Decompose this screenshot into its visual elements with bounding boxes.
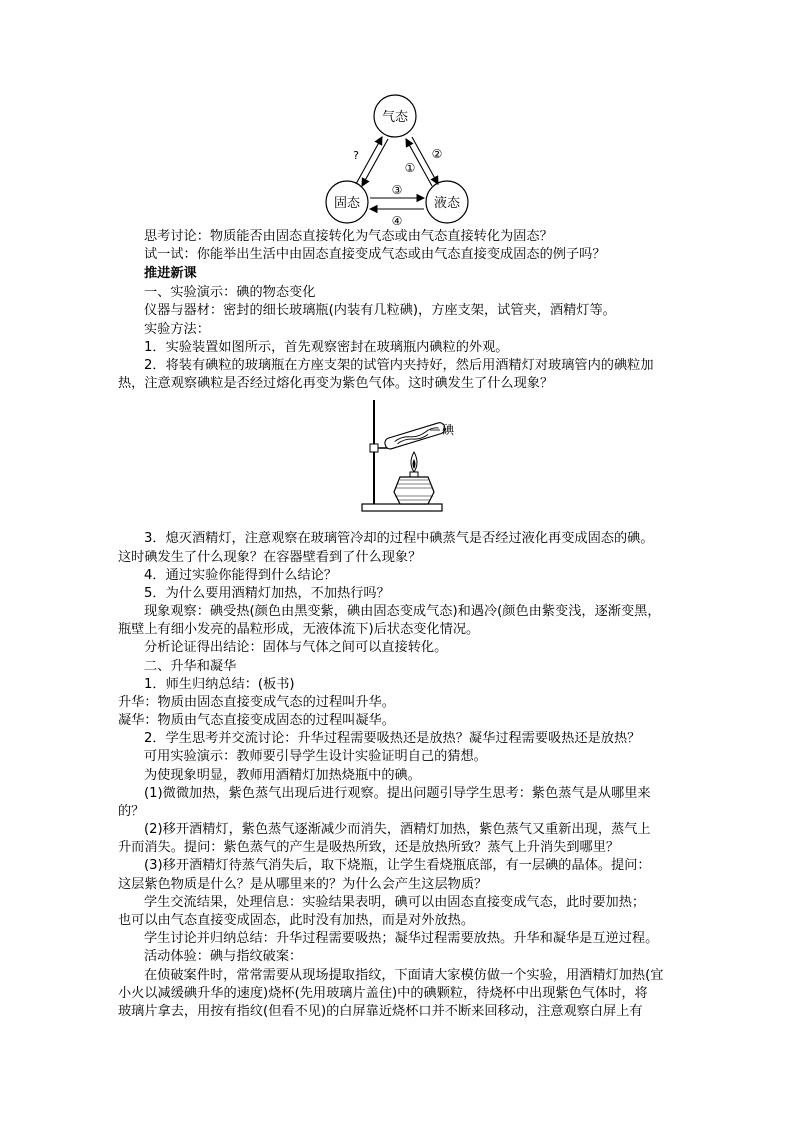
text-line: 小火以减缓碘升华的速度)烧杯(先用玻璃片盖住)中的碘颗粒，待烧杯中出现紫色气体时，将 [118, 986, 648, 1001]
text-line: 试一试：你能举出生活中由固态直接变成气态或由气态直接变成固态的例子吗？ [144, 247, 606, 262]
text-line: 2．学生思考并交流讨论：升华过程需要吸热还是放热？凝华过程需要吸热还是放热？ [144, 731, 641, 746]
text-line: 瓶壁上有细小发亮的晶粒形成，无液体流下)后状态变化情况。 [118, 622, 480, 637]
text-line: 凝华：物质由气态直接变成固态的过程叫凝华。 [118, 713, 395, 728]
text-line: 1．实验装置如图所示，首先观察密封在玻璃瓶内碘粒的外观。 [144, 340, 509, 355]
state-change-diagram [320, 92, 480, 228]
arrow-label-3: ③ [391, 183, 403, 197]
text-line: 仪器与器材：密封的细长玻璃瓶(内装有几粒碘)，方座支架，试管夹，酒精灯等。 [144, 303, 616, 318]
text-line: 热，注意观察碘粒是否经过熔化再变为紫色气体。这时碘发生了什么现象？ [118, 376, 554, 391]
arrow-gas-to-solid [362, 139, 388, 186]
liquid-label: 液态 [433, 196, 461, 211]
text-line: 学生交流结果，处理信息：实验结果表明，碘可以由固态直接变成气态，此时要加热； [144, 895, 646, 910]
text-line: 5．为什么要用酒精灯加热，不加热行吗？ [144, 586, 390, 601]
text-line: (3)移开酒精灯待蒸气消失后，取下烧瓶，让学生看烧瓶底部，有一层碘的晶体。提问： [144, 858, 651, 873]
text-line: 活动体验：碘与指纹破案： [144, 949, 303, 964]
text-line: 可用实验演示：教师要引导学生设计实验证明自己的猜想。 [144, 749, 487, 764]
text-line: 升华：物质由固态直接变成气态的过程叫升华。 [118, 695, 395, 710]
text-line: 1．师生归纳总结：(板书) [144, 677, 295, 692]
section-heading: 推进新课 [144, 266, 197, 281]
text-line: (2)移开酒精灯，紫色蒸气逐渐减少而消失，酒精灯加热，紫色蒸气又重新出现，蒸气上 [144, 822, 651, 837]
text-line: 的？ [118, 804, 145, 819]
text-line: 2．将装有碘粒的玻璃瓶在方座支架的试管内夹持好，然后用酒精灯对玻璃管内的碘粒加 [144, 358, 654, 373]
text-line: 实验方法： [144, 322, 210, 337]
text-line: 分析论证得出结论：固体与气体之间可以直接转化。 [144, 640, 448, 655]
text-line: 升而消失。提问：紫色蒸气的产生是吸热所致，还是放热所致？蒸气上升消失到哪里？ [118, 840, 620, 855]
solid-label: 固态 [333, 196, 361, 211]
text-line: 也可以由气态直接变成固态，此时没有加热，而是对外放热。 [118, 913, 475, 928]
gas-label: 气态 [381, 110, 409, 125]
arrow-solid-to-gas [356, 137, 382, 184]
text-line: (1)微微加热，紫色蒸气出现后进行观察。提出问题引导学生思考：紫色蒸气是从哪里来 [144, 786, 651, 801]
text-line: 在侦破案件时，常常需要从现场提取指纹，下面请大家模仿做一个实验，用酒精灯加热(宜 [144, 968, 664, 983]
text-line: 现象观察：碘受热(颜色由黑变紫，碘由固态变成气态)和遇冷(颜色由紫变浅，逐渐变黑， [144, 604, 661, 619]
iodine-label: 碘 [442, 423, 455, 437]
arrow-label-2: ② [431, 147, 443, 161]
text-line: 思考讨论：物质能否由固态直接转化为气态或由气态直接转化为固态？ [144, 229, 553, 244]
question-mark: ? [353, 149, 359, 162]
iodine-apparatus-diagram [354, 396, 474, 516]
text-line: 这时碘发生了什么现象？在容器壁看到了什么现象？ [118, 550, 422, 565]
text-line: 这层紫色物质是什么？是从哪里来的？为什么会产生这层物质？ [118, 877, 488, 892]
text-line: 4．通过实验你能得到什么结论？ [144, 568, 338, 583]
text-line: 为使现象明显，教师用酒精灯加热烧瓶中的碘。 [144, 768, 421, 783]
section-heading: 二、升华和凝华 [144, 659, 237, 674]
arrow-label-1: ① [404, 161, 416, 175]
text-line: 一、实验演示：碘的物态变化 [144, 285, 316, 300]
text-line: 3．熄灭酒精灯，注意观察在玻璃管冷却的过程中碘蒸气是否经过液化再变成固态的碘。 [144, 531, 654, 546]
text-line: 学生讨论并归纳总结：升华过程需要吸热；凝华过程需要放热。升华和凝华是互逆过程。 [144, 931, 659, 946]
text-line: 玻璃片拿去，用按有指纹(但看不见)的白屏靠近烧杯口并不断来回移动，注意观察白屏上有 [118, 1004, 643, 1019]
arrow-label-4: ④ [391, 214, 403, 228]
